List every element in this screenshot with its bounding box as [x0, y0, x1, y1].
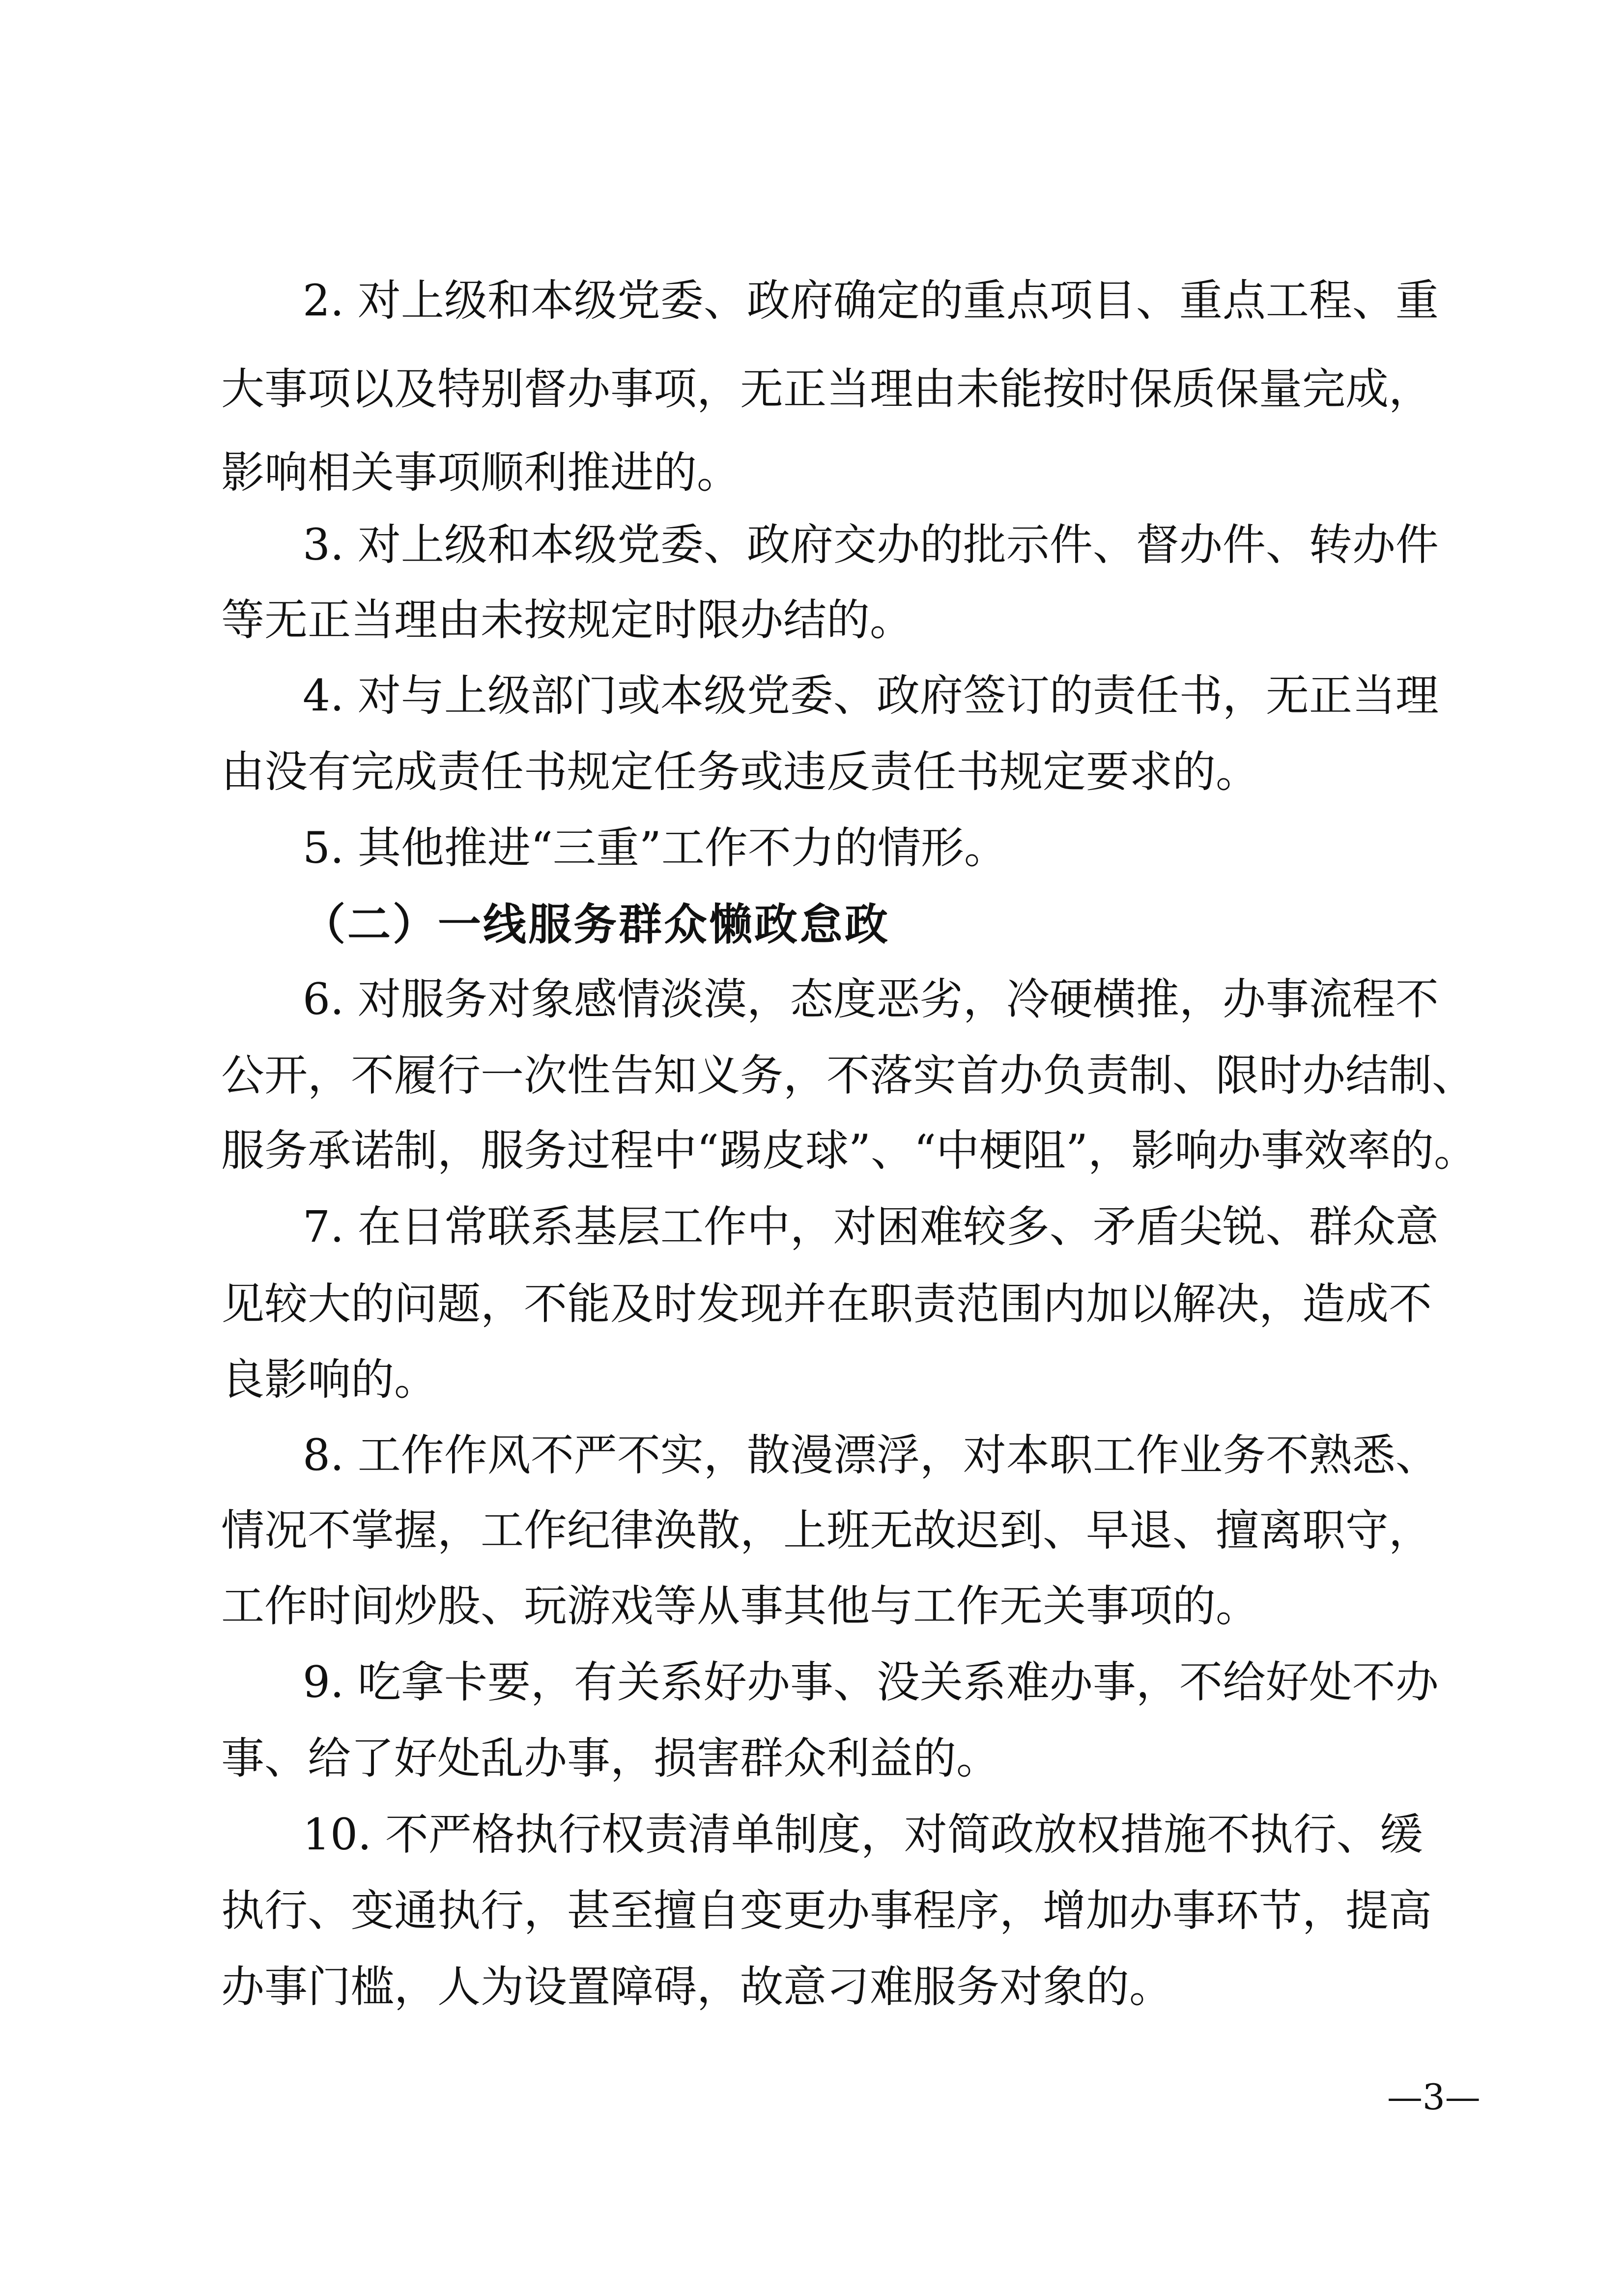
item-7-line-1: 7. 在日常联系基层工作中，对困难较多、矛盾尖锐、群众意	[303, 1201, 1439, 1252]
item-3-line-1: 3. 对上级和本级党委、政府交办的批示件、督办件、转办件	[303, 519, 1439, 570]
item-2-line-1: 2. 对上级和本级党委、政府确定的重点项目、重点工程、重	[303, 275, 1439, 326]
section-heading: （二）一线服务群众懒政怠政	[302, 899, 890, 950]
item-6-line-2: 公开，不履行一次性告知义务，不落实首办负责制、限时办结制、	[221, 1050, 1476, 1101]
item-8-line-2: 情况不掌握，工作纪律涣散，上班无故迟到、早退、擅离职守，	[221, 1505, 1432, 1556]
item-7-line-2: 见较大的问题，不能及时发现并在职责范围内加以解决，造成不	[221, 1278, 1432, 1329]
item-10-line-2: 执行、变通执行，甚至擅自变更办事程序，增加办事环节，提高	[221, 1885, 1432, 1936]
item-6-line-1: 6. 对服务对象感情淡漠，态度恶劣，冷硬横推，办事流程不	[303, 974, 1439, 1024]
item-6-line-3: 服务承诺制，服务过程中“踢皮球”、“中梗阻”，影响办事效率的。	[221, 1125, 1477, 1176]
item-4-line-2: 由没有完成责任书规定任务或违反责任书规定要求的。	[221, 746, 1259, 797]
item-2-line-3: 影响相关事项顺利推进的。	[221, 447, 740, 498]
item-9-line-2: 事、给了好处乱办事，损害群众利益的。	[221, 1733, 1000, 1784]
item-8-line-1: 8. 工作作风不严不实，散漫漂浮，对本职工作业务不熟悉、	[303, 1430, 1439, 1480]
page-number: —3—	[1387, 2076, 1481, 2118]
item-2-line-2: 大事项以及特别督办事项，无正当理由未能按时保质保量完成，	[221, 364, 1432, 414]
item-3-line-2: 等无正当理由未按规定时限办结的。	[221, 595, 913, 645]
item-10-line-3: 办事门槛，人为设置障碍，故意刁难服务对象的。	[221, 1961, 1173, 2012]
item-10-line-1: 10. 不严格执行权责清单制度，对简政放权措施不执行、缓	[303, 1809, 1423, 1860]
item-4-line-1: 4. 对与上级部门或本级党委、政府签订的责任书，无正当理	[303, 670, 1439, 721]
item-7-line-3: 良影响的。	[221, 1354, 438, 1405]
item-9-line-1: 9. 吃拿卡要，有关系好办事、没关系难办事，不给好处不办	[303, 1657, 1439, 1707]
item-5-line-1: 5. 其他推进“三重”工作不力的情形。	[303, 822, 1007, 873]
item-8-line-3: 工作时间炒股、玩游戏等从事其他与工作无关事项的。	[221, 1581, 1259, 1631]
